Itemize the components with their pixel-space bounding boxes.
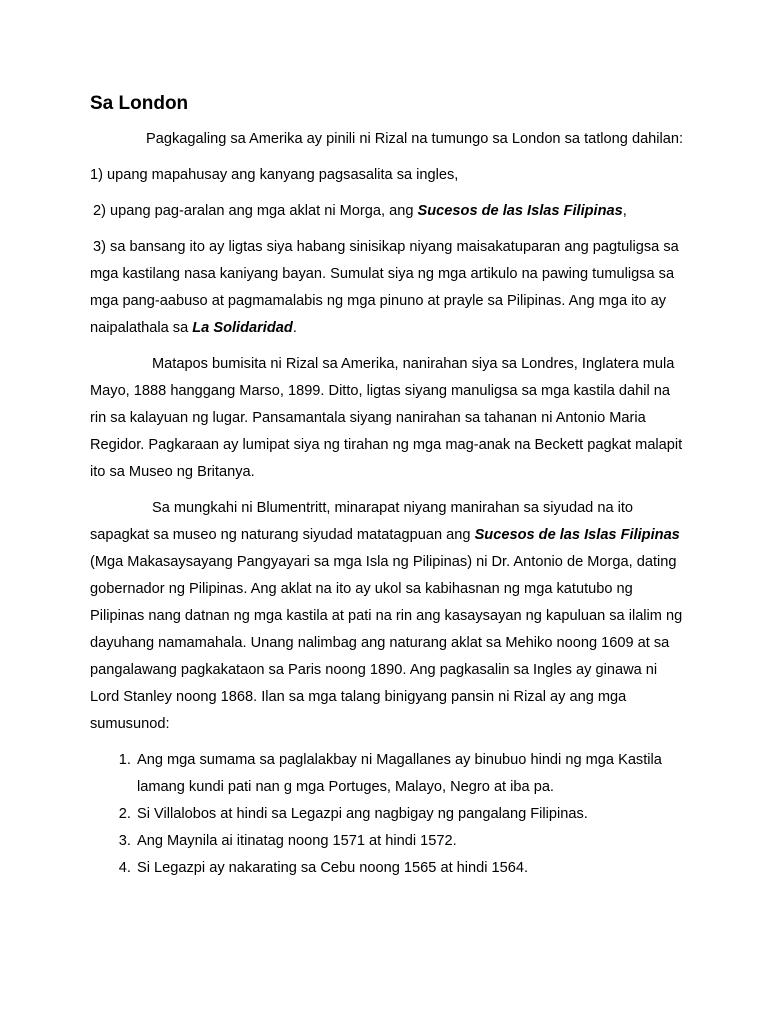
reason-3-text: 3) sa bansang ito ay ligtas siya habang sinisikap niyang maisakatuparan ang pagtuligsa sa mga kastilang nasa kaniyang bayan. Sumulat siya ng mga artikulo na pawing tumuligsa sa mga pang-aabuso at pagmamalabis ng mga pinuno at prayle sa Pilipinas. Ang mga ito ay naipalathala sa [90,239,679,336]
notes-list [90,747,686,882]
reason-2 [90,198,686,225]
reason-2-text: 2) upang pag-aralan ang mga aklat ni Morga, ang [93,203,418,219]
list-item: 1. Ang mga sumama sa paglalakbay ni Magallanes ay binubuo hindi ng mga Kastila lamang kundi pati nan g mga Portuges, Malayo, Negro at iba pa. [135,747,686,801]
reason-3-publication: La Solidaridad [192,320,293,336]
paragraph-3-book-title: Sucesos de las Islas Filipinas [474,527,680,543]
intro-paragraph: Pagkagaling sa Amerika ay pinili ni Rizal na tumungo sa London sa tatlong dahilan: [146,131,684,147]
reason-3 [90,234,686,342]
body-paragraph-2: Matapos bumisita ni Rizal sa Amerika, nanirahan siya sa Londres, Inglatera mula Mayo, 1888 hanggang Marso, 1899. Ditto, ligtas siyang manuligsa sa mga kastila dahil na rin sa kalayuan ng lugar. Pansamantala siyang nanirahan sa tahanan ni Antonio Maria Regidor. Pagkaraan ay lumipat siya ng tirahan ng mga mag-anak na Beckett pagkat malapit ito sa Museo ng Britanya. [90,356,683,480]
reason-1: 1) upang mapahusay ang kanyang pagsasalita sa ingles, [90,167,459,183]
reason-3-end: . [292,320,297,336]
list-item: 2. Si Villalobos at hindi sa Legazpi ang nagbigay ng pangalang Filipinas. [135,801,686,828]
document-page [90,92,686,882]
paragraph-3-rest: (Mga Makasaysayang Pangyayari sa mga Isla ng Pilipinas) ni Dr. Antonio de Morga, dating gobernador ng Pilipinas. Ang aklat na ito ay ukol sa kabihasnan ng mga katutubo ng Pilipinas nang datnan ng mga kastila at pati na rin ang kasaysayan ng kapuluan sa ilalim ng dayuhang namamahala. Unang nalimbag ang naturang aklat sa Mehiko noong 1609 at sa pangalawang pagkakataon sa Paris noong 1890. Ang pagkasalin sa Ingles ay ginawa ni Lord Stanley noong 1868. Ilan sa mga talang binigyang pansin ni Rizal ay ang mga sumusunod: [90,554,683,732]
list-item: 4. Si Legazpi ay nakarating sa Cebu noong 1565 at hindi 1564. [135,855,686,882]
reason-2-book-title: Sucesos de las Islas Filipinas [417,203,623,219]
list-item: 3. Ang Maynila ai itinatag noong 1571 at hindi 1572. [135,828,686,855]
body-paragraph-3 [90,495,686,738]
paragraph-3-text: Sa mungkahi ni Blumentritt, minarapat niyang manirahan sa siyudad na ito sapagkat sa museo ng naturang siyudad matatagpuan ang [90,500,634,543]
reason-2-end: , [622,203,627,219]
page-title: Sa London [90,93,189,114]
